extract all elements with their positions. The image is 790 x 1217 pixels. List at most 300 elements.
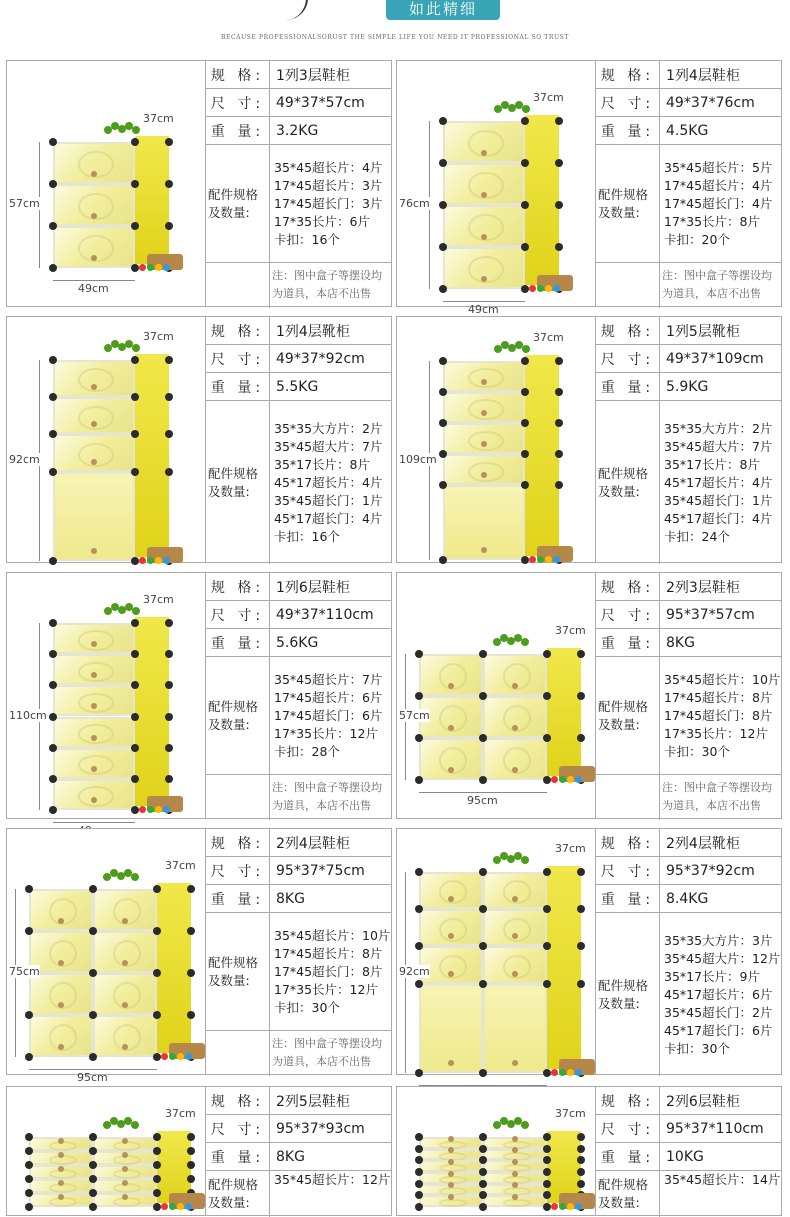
connector-clip — [187, 927, 195, 935]
connector-clip — [165, 619, 173, 627]
connector-clip — [415, 980, 423, 988]
door-knob — [58, 1166, 64, 1172]
cabinet-cube — [443, 205, 525, 247]
plant-decoration — [493, 634, 533, 648]
depth-dimension-label: 37cm — [165, 858, 196, 872]
leaf-icon — [132, 344, 140, 352]
connector-clip — [543, 734, 551, 742]
door-knob — [58, 1180, 64, 1186]
ball-decoration — [559, 1069, 566, 1076]
weight-row-value: 10KG — [666, 1148, 704, 1165]
parts-label-line2: 及数量: — [208, 716, 250, 732]
connector-clip — [479, 980, 487, 988]
spec-table — [596, 1087, 781, 1217]
connector-clip — [49, 264, 57, 272]
door-knob — [91, 766, 97, 772]
prop-note — [270, 262, 391, 308]
connector-clip — [187, 885, 195, 893]
door-knob — [512, 767, 518, 773]
height-dimension-label: 76cm — [399, 196, 430, 210]
parts-list-item: 卡扣：20个 — [664, 231, 730, 247]
parts-label-line2: 及数量: — [208, 1195, 250, 1210]
ball-decoration — [551, 1203, 558, 1210]
cabinet-cube — [93, 1151, 157, 1165]
size-row — [596, 1115, 781, 1143]
connector-clip — [479, 1168, 487, 1176]
door-knob — [58, 1194, 64, 1200]
size-row — [206, 1115, 391, 1143]
product-card — [6, 572, 392, 819]
ball-decoration — [575, 776, 582, 783]
cabinet-cube — [93, 1137, 157, 1151]
size-row-value: 95*37*57cm — [666, 606, 755, 623]
connector-clip — [89, 1147, 97, 1155]
connector-clip — [165, 775, 173, 783]
parts-list-item: 35*45超大片：7片 — [274, 438, 383, 454]
parts-list — [270, 657, 391, 774]
spec-row-value: 1列4层靴柜 — [276, 323, 350, 340]
note-label-cell — [206, 262, 270, 308]
prop-note-line1: 注：图中盒子等摆设均 — [662, 781, 772, 794]
connector-clip — [187, 1011, 195, 1019]
connector-clip — [543, 980, 551, 988]
parts-section — [596, 145, 781, 262]
spec-row — [206, 573, 391, 601]
parts-label-line2: 及数量: — [598, 995, 640, 1011]
connector-clip — [153, 1203, 161, 1211]
connector-clip — [131, 138, 139, 146]
connector-clip — [187, 969, 195, 977]
connector-clip — [543, 1069, 551, 1077]
cube-pattern — [439, 1199, 467, 1208]
connector-clip — [131, 619, 139, 627]
note-label-cell — [596, 774, 660, 820]
connector-clip — [49, 393, 57, 401]
tall-door-cube — [483, 984, 547, 1074]
connector-clip — [479, 1069, 487, 1077]
connector-clip — [543, 1180, 551, 1188]
parts-label — [596, 657, 660, 774]
connector-clip — [49, 775, 57, 783]
parts-label — [596, 1171, 660, 1217]
spec-row — [206, 317, 391, 345]
parts-label — [206, 913, 270, 1030]
connector-clip — [577, 942, 585, 950]
connector-clip — [187, 1133, 195, 1141]
product-card — [6, 316, 392, 563]
weight-row-value: 8.4KG — [666, 890, 709, 907]
connector-clip — [577, 734, 585, 742]
parts-label — [596, 913, 660, 1076]
spec-table — [596, 61, 781, 300]
door-knob — [481, 547, 487, 553]
door-knob — [122, 1152, 128, 1158]
connector-clip — [49, 222, 57, 230]
connector-clip — [89, 927, 97, 935]
plant-decoration — [494, 341, 534, 355]
ball-decoration — [147, 264, 154, 271]
connector-clip — [555, 388, 563, 396]
connector-clip — [479, 1203, 487, 1211]
parts-list-item: 17*45超长片：4片 — [664, 177, 773, 193]
spec-row-value: 2列4层靴柜 — [666, 835, 740, 852]
door-knob — [58, 1138, 64, 1144]
parts-label-line1: 配件规格 — [208, 186, 259, 202]
weight-row — [206, 373, 391, 401]
prop-note-line1: 注：图中盒子等摆设均 — [272, 1037, 382, 1050]
cabinet-cube — [29, 1165, 93, 1179]
weight-row — [596, 117, 781, 145]
door-knob — [512, 1136, 518, 1142]
connector-clip — [415, 734, 423, 742]
door-knob — [448, 1060, 454, 1066]
parts-list-item: 35*45超长片：10片 — [274, 927, 391, 943]
connector-clip — [25, 1161, 33, 1169]
ball-decoration — [169, 1203, 176, 1210]
weight-row-value: 4.5KG — [666, 122, 709, 139]
parts-list-item: 17*45超长门：8片 — [274, 963, 383, 979]
cabinet-cube — [419, 872, 483, 909]
ball-decoration — [139, 557, 146, 564]
depth-dimension-label: 37cm — [143, 111, 174, 125]
connector-clip — [165, 356, 173, 364]
connector-clip — [415, 1145, 423, 1153]
product-photo — [397, 573, 596, 818]
connector-clip — [49, 806, 57, 814]
parts-list-item: 17*45超长门：8片 — [664, 707, 773, 723]
cabinet-cube — [53, 717, 135, 748]
cabinet-cube — [419, 654, 483, 696]
parts-list-item: 35*45超大片：7片 — [664, 438, 773, 454]
connector-clip — [415, 650, 423, 658]
tall-door-cube — [53, 472, 135, 562]
parts-label-line2: 及数量: — [598, 1195, 640, 1210]
spec-row-label: 规 格: — [206, 1087, 270, 1114]
cabinet-cube — [93, 1165, 157, 1179]
product-photo — [397, 61, 596, 316]
ball-decoration — [551, 1069, 558, 1076]
parts-list-item: 17*35长片：12片 — [274, 981, 378, 997]
plant-decoration — [103, 1117, 143, 1131]
connector-clip — [479, 1180, 487, 1188]
door-knob — [512, 1159, 518, 1165]
weight-row — [206, 885, 391, 913]
parts-list-item: 17*35长片：12片 — [664, 725, 768, 741]
spec-row — [596, 61, 781, 89]
leaf-icon — [132, 126, 140, 134]
width-dimension-line — [443, 301, 525, 302]
door-knob — [91, 384, 97, 390]
connector-clip — [521, 201, 529, 209]
size-row-value: 95*37*110cm — [666, 1120, 764, 1137]
header-subtitle: BECAUSE PROFESSIONALSORUST THE SIMPLE LIFE YOU NEED IT PROFESSIONAL SO TRUST — [220, 34, 569, 41]
connector-clip — [153, 1147, 161, 1155]
spec-row-value: 2列3层鞋柜 — [666, 579, 740, 596]
parts-label-line1: 配件规格 — [208, 1177, 259, 1192]
door-knob — [91, 213, 97, 219]
connector-clip — [479, 734, 487, 742]
cabinet-side-panel — [135, 354, 169, 558]
connector-clip — [153, 927, 161, 935]
note-label-cell — [206, 1030, 270, 1076]
connector-clip — [131, 393, 139, 401]
parts-list — [660, 1171, 781, 1217]
parts-label-line2: 及数量: — [208, 972, 250, 988]
parts-label-text — [598, 186, 648, 222]
door-knob — [448, 1171, 454, 1177]
product-card — [396, 1086, 782, 1216]
connector-clip — [153, 1011, 161, 1019]
connector-clip — [131, 744, 139, 752]
weight-row-value: 5.5KG — [276, 378, 319, 395]
cabinet-cube — [53, 623, 135, 654]
connector-clip — [165, 222, 173, 230]
connector-clip — [415, 692, 423, 700]
connector-clip — [153, 1189, 161, 1197]
spec-row — [206, 1087, 391, 1115]
spec-row-value: 2列5层鞋柜 — [276, 1093, 350, 1110]
parts-list-item: 35*35大方片：2片 — [274, 420, 383, 436]
leaf-icon — [522, 105, 530, 113]
parts-section — [206, 145, 391, 262]
parts-section — [206, 401, 391, 564]
depth-dimension-label: 37cm — [533, 90, 564, 104]
parts-label — [206, 1171, 270, 1217]
door-knob — [91, 548, 97, 554]
parts-label-text — [208, 954, 258, 990]
spec-row-value: 1列6层鞋柜 — [276, 579, 350, 596]
door-knob — [122, 1002, 128, 1008]
height-dimension-label: 109cm — [399, 452, 437, 466]
door-knob — [481, 234, 487, 240]
tall-door-cube — [419, 984, 483, 1074]
spec-row-label: 规 格: — [206, 829, 270, 856]
ball-decoration — [529, 285, 536, 292]
connector-clip — [555, 419, 563, 427]
weight-row-label: 重 量: — [206, 373, 270, 400]
connector-clip — [153, 1175, 161, 1183]
connector-clip — [439, 201, 447, 209]
connector-clip — [415, 776, 423, 784]
door-knob — [58, 918, 64, 924]
connector-clip — [439, 117, 447, 125]
connector-clip — [543, 692, 551, 700]
width-dimension-line — [29, 1069, 157, 1070]
connector-clip — [543, 776, 551, 784]
connector-clip — [543, 1133, 551, 1141]
ball-decoration — [177, 1053, 184, 1060]
connector-clip — [89, 1175, 97, 1183]
product-card — [396, 60, 782, 316]
door-knob — [448, 1194, 454, 1200]
tall-door-cube — [443, 485, 525, 560]
leaf-icon — [131, 1121, 139, 1129]
connector-clip — [415, 1069, 423, 1077]
ball-decoration — [559, 776, 566, 783]
height-dimension-label: 57cm — [9, 196, 40, 210]
door-knob — [481, 379, 487, 385]
door-knob — [481, 276, 487, 282]
height-dimension-label: 92cm — [399, 964, 430, 978]
cabinet-cube — [53, 434, 135, 471]
size-row — [596, 857, 781, 885]
parts-list-item: 卡扣：16个 — [274, 231, 340, 247]
spec-row — [206, 829, 391, 857]
decorative-curve — [286, 0, 308, 20]
connector-clip — [153, 1133, 161, 1141]
door-knob — [448, 896, 454, 902]
plant-decoration — [104, 122, 144, 136]
ball-decoration — [553, 285, 560, 292]
ball-decoration — [545, 556, 552, 563]
weight-row-value: 8KG — [666, 634, 695, 651]
cabinet-cube — [483, 738, 547, 780]
parts-label-text — [598, 465, 648, 501]
spec-row-value: 2列4层鞋柜 — [276, 835, 350, 852]
size-row — [596, 89, 781, 117]
size-row-label: 尺 寸: — [596, 601, 660, 628]
connector-clip — [49, 468, 57, 476]
door-knob — [122, 1180, 128, 1186]
product-photo — [7, 61, 206, 306]
size-row — [596, 601, 781, 629]
parts-list-item: 17*45超长片：3片 — [274, 177, 383, 193]
parts-label-line1: 配件规格 — [208, 698, 259, 714]
parts-list-item: 35*45超长门：2片 — [664, 1004, 773, 1020]
parts-label — [206, 145, 270, 262]
connector-clip — [555, 481, 563, 489]
ball-decoration — [147, 806, 154, 813]
parts-label-line2: 及数量: — [598, 483, 640, 499]
ball-decoration — [147, 557, 154, 564]
ball-decoration — [185, 1203, 192, 1210]
ball-decoration — [139, 806, 146, 813]
product-photo — [7, 573, 206, 818]
cabinet-side-panel — [547, 648, 581, 776]
cube-pattern — [78, 755, 113, 775]
connector-clip — [577, 1133, 585, 1141]
width-dimension-line — [53, 280, 135, 281]
prop-note — [270, 774, 391, 820]
connector-clip — [415, 905, 423, 913]
cabinet-cube — [53, 779, 135, 810]
cube-pattern — [78, 724, 113, 744]
connector-clip — [521, 117, 529, 125]
connector-clip — [165, 713, 173, 721]
connector-clip — [555, 450, 563, 458]
connector-clip — [153, 969, 161, 977]
ball-decoration — [169, 1053, 176, 1060]
connector-clip — [415, 1180, 423, 1188]
connector-clip — [521, 556, 529, 564]
weight-row — [596, 1143, 781, 1171]
connector-clip — [555, 243, 563, 251]
connector-clip — [521, 388, 529, 396]
weight-row — [206, 117, 391, 145]
door-knob — [448, 725, 454, 731]
connector-clip — [187, 1175, 195, 1183]
connector-clip — [555, 357, 563, 365]
parts-list-item: 17*35长片：6片 — [274, 213, 371, 229]
leaf-icon — [132, 607, 140, 615]
cabinet-side-panel — [135, 617, 169, 806]
parts-label — [596, 145, 660, 262]
prop-note — [270, 1030, 391, 1076]
connector-clip — [49, 138, 57, 146]
size-row-value: 95*37*93cm — [276, 1120, 365, 1137]
product-card — [6, 1086, 392, 1216]
cabinet-side-panel — [135, 136, 169, 264]
connector-clip — [187, 1147, 195, 1155]
depth-dimension-label: 37cm — [555, 623, 586, 637]
height-dimension-label: 110cm — [9, 708, 47, 722]
connector-clip — [89, 885, 97, 893]
size-row — [206, 89, 391, 117]
parts-list — [270, 1171, 391, 1217]
cabinet-side-panel — [547, 866, 581, 1070]
size-row — [596, 345, 781, 373]
ball-decoration — [537, 556, 544, 563]
parts-list-item: 17*45超长门：6片 — [274, 707, 383, 723]
door-knob — [122, 1044, 128, 1050]
parts-label-text — [208, 1176, 258, 1212]
door-knob — [512, 1194, 518, 1200]
spec-row-value: 2列6层鞋柜 — [666, 1093, 740, 1110]
parts-label-line1: 配件规格 — [598, 186, 649, 202]
connector-clip — [89, 1189, 97, 1197]
size-row — [206, 345, 391, 373]
connector-clip — [49, 713, 57, 721]
connector-clip — [439, 285, 447, 293]
parts-list-item: 卡扣：30个 — [664, 1040, 730, 1056]
connector-clip — [439, 243, 447, 251]
prop-note — [660, 774, 781, 820]
product-card — [6, 60, 392, 307]
cabinet-cube — [93, 1193, 157, 1207]
size-row-label: 尺 寸: — [596, 857, 660, 884]
size-row-label: 尺 寸: — [596, 89, 660, 116]
door-knob — [448, 767, 454, 773]
cabinet-cube — [419, 738, 483, 780]
cabinet-cube — [29, 973, 93, 1015]
cube-pattern — [468, 431, 503, 451]
product-photo — [7, 1087, 206, 1215]
connector-clip — [165, 180, 173, 188]
connector-clip — [131, 713, 139, 721]
parts-section — [596, 1171, 781, 1217]
connector-clip — [131, 356, 139, 364]
weight-row — [206, 629, 391, 657]
spec-row — [596, 573, 781, 601]
connector-clip — [543, 1203, 551, 1211]
parts-list-item: 35*45超长门：1片 — [274, 492, 383, 508]
connector-clip — [577, 1180, 585, 1188]
plant-decoration — [103, 869, 143, 883]
door-knob — [91, 255, 97, 261]
weight-row — [596, 373, 781, 401]
connector-clip — [439, 357, 447, 365]
spec-row-value: 1列5层靴柜 — [666, 323, 740, 340]
prop-note-line2: 为道具，本店不出售 — [662, 287, 761, 300]
parts-label-line1: 配件规格 — [598, 1177, 649, 1192]
size-row-label: 尺 寸: — [206, 601, 270, 628]
door-knob — [448, 1136, 454, 1142]
size-row-label: 尺 寸: — [206, 345, 270, 372]
connector-clip — [89, 1011, 97, 1019]
connector-clip — [165, 393, 173, 401]
height-dimension-label: 75cm — [9, 964, 40, 978]
height-dimension-label: 92cm — [9, 452, 40, 466]
